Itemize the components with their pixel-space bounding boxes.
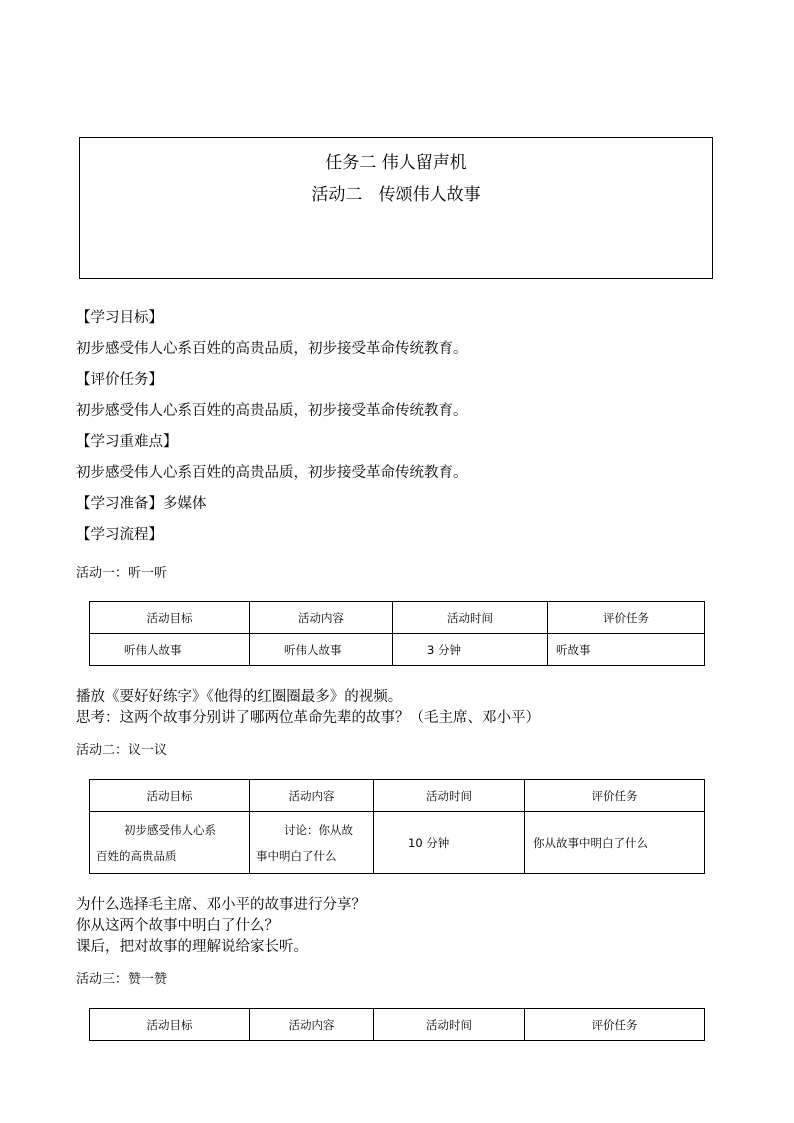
table-cell: 听伟人故事: [250, 634, 393, 666]
table-header-cell: 活动内容: [250, 602, 393, 634]
activity3-label: 活动三：赞一赞: [76, 972, 168, 987]
cell-line: 讨论：你从故: [284, 822, 353, 837]
table-header-cell: 评价任务: [525, 1009, 705, 1041]
table-cell: [90, 812, 250, 874]
title-box: [79, 137, 713, 279]
table-header-cell: 活动内容: [250, 780, 374, 812]
table-header-cell: 活动时间: [374, 1009, 525, 1041]
activity1-note: 思考：这两个故事分别讲了哪两位革命先辈的故事？（毛主席、邓小平）: [76, 710, 540, 726]
goal-heading: 【学习目标】: [76, 310, 163, 326]
table-cell: 你从故事中明白了什么: [525, 812, 705, 874]
flow-heading: 【学习流程】: [76, 527, 163, 543]
lesson-title: 任务二 伟人留声机: [325, 153, 467, 173]
activity2-label: 活动二：议一议: [76, 743, 168, 758]
activity1-table: [89, 601, 705, 666]
cell-line: 初步感受伟人心系: [124, 822, 216, 837]
activity1-label: 活动一：听一听: [76, 566, 168, 581]
cell-line: 百姓的高贵品质: [96, 848, 177, 863]
table-header-cell: 活动时间: [393, 602, 548, 634]
activity2-note: 你从这两个故事中明白了什么？: [76, 918, 279, 934]
table-header-cell: 评价任务: [548, 602, 705, 634]
table-header-cell: 活动内容: [250, 1009, 374, 1041]
eval-text: 初步感受伟人心系百姓的高贵品质，初步接受革命传统教育。: [76, 403, 468, 419]
prep-heading: 【学习准备】多媒体: [76, 496, 207, 512]
eval-heading: 【评价任务】: [76, 372, 163, 388]
table-cell: [250, 812, 374, 874]
table-cell: 10 分钟: [374, 812, 525, 874]
table-cell: 听故事: [548, 634, 705, 666]
key-text: 初步感受伟人心系百姓的高贵品质，初步接受革命传统教育。: [76, 465, 468, 481]
activity2-note: 课后，把对故事的理解说给家长听。: [76, 939, 308, 955]
table-header-cell: 评价任务: [525, 780, 705, 812]
table-header-cell: 活动时间: [374, 780, 525, 812]
activity2-note: 为什么选择毛主席、邓小平的故事进行分享？: [76, 897, 366, 913]
activity3-table: [89, 1008, 705, 1041]
activity1-note: 播放《要好好练字》《他得的红圈圈最多》的视频。: [76, 689, 403, 705]
table-header-cell: 活动目标: [90, 1009, 250, 1041]
activity2-table: [89, 779, 705, 874]
cell-line: 事中明白了什么: [256, 848, 337, 863]
lesson-subtitle: 活动二 传颂伟人故事: [311, 185, 481, 205]
table-header-cell: 活动目标: [90, 780, 250, 812]
table-cell: 听伟人故事: [90, 634, 250, 666]
table-cell: 3 分钟: [393, 634, 548, 666]
key-heading: 【学习重难点】: [76, 434, 178, 450]
goal-text: 初步感受伟人心系百姓的高贵品质，初步接受革命传统教育。: [76, 341, 468, 357]
table-header-cell: 活动目标: [90, 602, 250, 634]
